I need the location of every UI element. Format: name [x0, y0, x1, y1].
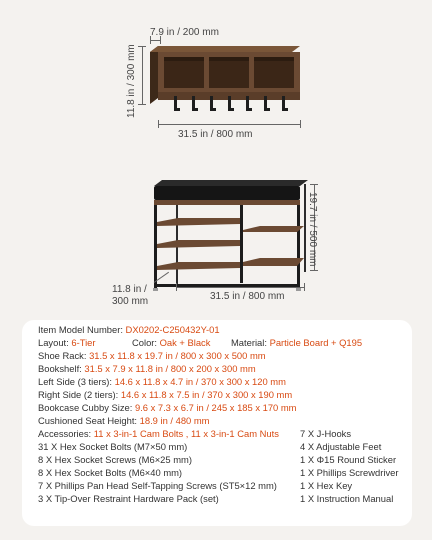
accessory-right-2: 1 X Φ15 Round Sticker: [300, 454, 397, 465]
spec-seat-height-label: Cushioned Seat Height:: [38, 415, 138, 426]
accessory-right-1: 4 X Adjustable Feet: [300, 441, 382, 452]
accessory-left-4: 7 X Phillips Pan Head Self-Tapping Screws (ST5×12 mm): [38, 480, 277, 491]
spec-right-side-value: 14.6 x 11.8 x 7.5 in / 370 x 300 x 190 mm: [120, 389, 293, 400]
spec-layout: [38, 337, 96, 350]
accessories-label: Accessories:: [38, 428, 92, 439]
bench-depth-label-2: 300 mm: [112, 296, 149, 307]
accessory-left-5: 3 X Tip-Over Restraint Hardware Pack (set): [38, 493, 219, 504]
spec-seat-height-value: 18.9 in / 480 mm: [139, 415, 210, 426]
spec-seat-height: [38, 415, 209, 428]
spec-cubby-label: Bookcase Cubby Size:: [38, 402, 133, 413]
bench-width-line: [176, 287, 304, 288]
spec-color-value: Oak + Black: [159, 337, 211, 348]
spec-bookshelf: [38, 363, 256, 376]
spec-shoe-rack-label: Shoe Rack:: [38, 350, 87, 361]
accessory-right-3: 1 X Phillips Screwdriver: [300, 467, 399, 478]
spec-model: [38, 324, 220, 337]
shoe-bench-drawing: [150, 180, 310, 292]
spec-left-side-label: Left Side (3 tiers):: [38, 376, 112, 387]
spec-bookshelf-value: 31.5 x 7.9 x 11.8 in / 800 x 200 x 300 mm: [84, 363, 256, 374]
bench-width-tick-right: [304, 283, 305, 291]
shelf-depth-label: 7.9 in / 200 mm: [150, 27, 219, 38]
spec-layout-label: Layout:: [38, 337, 69, 348]
spec-material-label: Material:: [231, 337, 267, 348]
spec-right-side: [38, 389, 292, 402]
spec-left-side: [38, 376, 286, 389]
shelf-height-tick-bottom: [138, 104, 146, 105]
bench-height-tick-top: [310, 184, 318, 185]
spec-right-side-label: Right Side (2 tiers):: [38, 389, 119, 400]
accessory-left-0: 11 x 3-in-1 Cam Bolts , 11 x 3-in-1 Cam Nuts: [93, 428, 279, 439]
accessory-right-0: 7 X J-Hooks: [300, 428, 352, 439]
accessory-right-5: 1 X Instruction Manual: [300, 493, 394, 504]
accessory-right-4: 1 X Hex Key: [300, 480, 353, 491]
spec-cubby: [38, 402, 297, 415]
spec-cubby-value: 9.6 x 7.3 x 6.7 in / 245 x 185 x 170 mm: [134, 402, 297, 413]
shelf-width-line: [158, 124, 300, 125]
shelf-height-tick-top: [138, 46, 146, 47]
wall-shelf-drawing: [150, 46, 300, 116]
shelf-height-label: 11.8 in / 300 mm: [126, 44, 137, 118]
shelf-height-line: [142, 46, 143, 104]
spec-material-value: Particle Board + Q195: [269, 337, 363, 348]
bench-height-label: 19.7 in / 500 mm: [307, 192, 318, 267]
bench-width-label: 31.5 in / 800 mm: [210, 291, 285, 302]
bench-width-tick-left: [176, 283, 177, 291]
spec-layout-value: 6-Tier: [71, 337, 96, 348]
accessory-row-0: [38, 428, 279, 441]
spec-color: [132, 337, 210, 350]
accessory-left-1: 31 X Hex Socket Bolts (M7×50 mm): [38, 441, 188, 452]
spec-shoe-rack-value: 31.5 x 11.8 x 19.7 in / 800 x 300 x 500 mm: [89, 350, 266, 361]
spec-color-label: Color:: [132, 337, 158, 348]
bench-depth-label-1: 11.8 in /: [112, 284, 147, 295]
spec-material: [231, 337, 362, 350]
bench-height-tick-bottom: [310, 270, 318, 271]
spec-shoe-rack: [38, 350, 266, 363]
spec-left-side-value: 14.6 x 11.8 x 4.7 in / 370 x 300 x 120 mm: [114, 376, 286, 387]
accessory-left-2: 8 X Hex Socket Screws (M6×25 mm): [38, 454, 192, 465]
spec-bookshelf-label: Bookshelf:: [38, 363, 82, 374]
spec-model-label: Item Model Number:: [38, 324, 123, 335]
shelf-width-tick-left: [158, 120, 159, 128]
shelf-depth-line: [150, 40, 160, 41]
spec-model-value: DX0202-C250432Y-01: [125, 324, 220, 335]
shelf-width-tick-right: [300, 120, 301, 128]
shelf-width-label: 31.5 in / 800 mm: [178, 129, 253, 140]
accessory-left-3: 8 X Hex Socket Bolts (M6×40 mm): [38, 467, 183, 478]
spec-card: [22, 320, 412, 526]
